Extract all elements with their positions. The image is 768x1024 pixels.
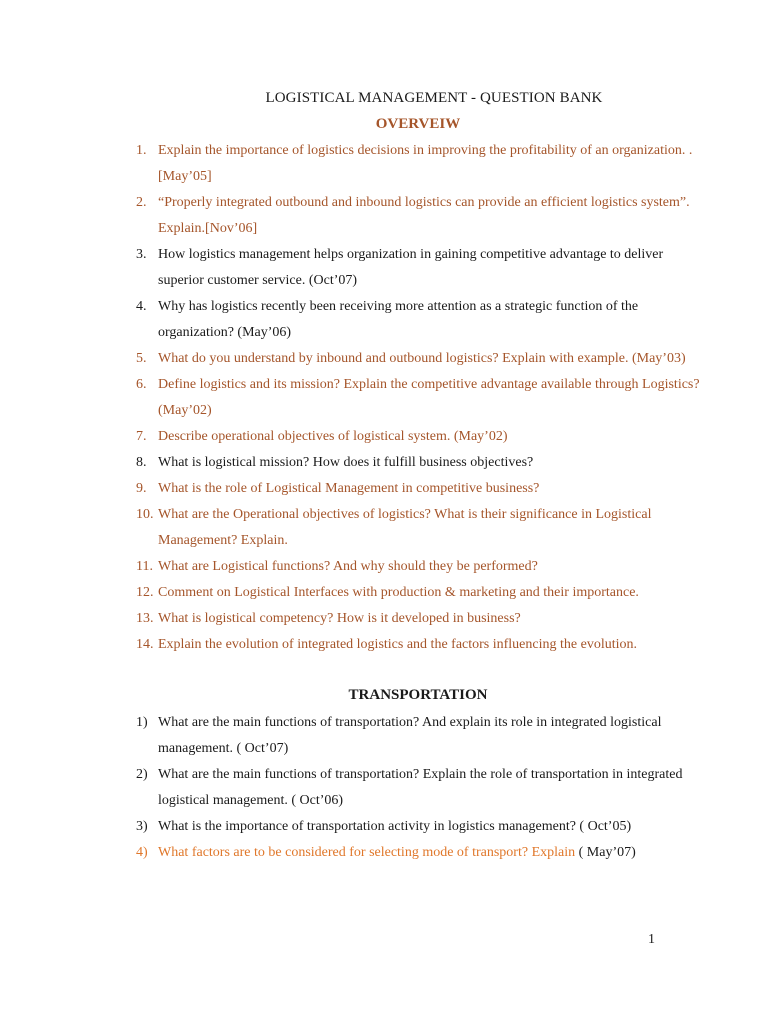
question-number: 3.: [136, 247, 147, 262]
question-list-overview: [0, 138, 768, 658]
question-number: 10.: [136, 507, 154, 522]
question-item: [0, 372, 768, 424]
question-body: What is logistical competency? How is it developed in business?: [158, 611, 521, 626]
question-text: [158, 242, 710, 294]
question-item: [0, 710, 768, 762]
question-body: What are Logistical functions? And why should they be performed?: [158, 559, 538, 574]
question-item: [0, 346, 768, 372]
question-number: 9.: [136, 481, 147, 496]
question-item: [0, 762, 768, 814]
section-heading-overview: OVERVEIW: [375, 116, 461, 132]
question-number: 6.: [136, 377, 147, 392]
question-body: What do you understand by inbound and outbound logistics? Explain with example. (May’03): [158, 351, 686, 366]
question-number: 12.: [136, 585, 154, 600]
question-body: “Properly integrated outbound and inbound logistics can provide an efficient logistics system”. Explain.[Nov’06]: [158, 195, 690, 236]
question-number: 2): [136, 767, 148, 782]
question-text: [158, 606, 710, 632]
question-body: Define logistics and its mission? Explain the competitive advantage available through Logistics? (May’02): [158, 377, 700, 418]
question-item: [0, 580, 768, 606]
question-number: 1): [136, 715, 148, 730]
question-text: [158, 294, 710, 346]
question-text: [158, 190, 710, 242]
question-body: What are the main functions of transportation? Explain the role of transportation in integrated logistical management. ( Oct’06): [158, 767, 683, 808]
document-title: LOGISTICAL MANAGEMENT - QUESTION BANK: [265, 90, 603, 106]
question-text: [158, 554, 710, 580]
section-heading-transportation: TRANSPORTATION: [348, 687, 488, 703]
question-body: How logistics management helps organization in gaining competitive advantage to deliver superior customer service. (Oct’07): [158, 247, 664, 288]
question-text: [158, 424, 710, 450]
question-body: Comment on Logistical Interfaces with production & marketing and their importance.: [158, 585, 639, 600]
question-body: Explain the evolution of integrated logistics and the factors influencing the evolution.: [158, 637, 637, 652]
question-body: Explain the importance of logistics decisions in improving the profitability of an organization. .[May’05]: [158, 143, 693, 184]
question-body: Describe operational objectives of logistical system. (May’02): [158, 429, 508, 444]
question-number: 8.: [136, 455, 147, 470]
question-item: [0, 632, 768, 658]
question-text: [158, 840, 710, 866]
question-item: [0, 294, 768, 346]
question-number: 5.: [136, 351, 147, 366]
question-number: 3): [136, 819, 148, 834]
question-number: 13.: [136, 611, 154, 626]
question-item: [0, 554, 768, 580]
question-number: 11.: [136, 559, 153, 574]
question-number: 2.: [136, 195, 147, 210]
question-number: 1.: [136, 143, 147, 158]
question-item: [0, 450, 768, 476]
question-body: What factors are to be considered for selecting mode of transport? Explain: [158, 845, 576, 860]
question-text: [158, 502, 710, 554]
question-text: [158, 580, 710, 606]
question-text: [158, 138, 710, 190]
page-number: 1: [648, 932, 655, 947]
question-body: What are the Operational objectives of logistics? What is their significance in Logistical Management? Explain.: [158, 507, 652, 548]
question-text: [158, 372, 710, 424]
question-item: [0, 242, 768, 294]
question-text: [158, 476, 710, 502]
question-body: What is logistical mission? How does it fulfill business objectives?: [158, 455, 534, 470]
question-item: [0, 502, 768, 554]
question-text: [158, 450, 710, 476]
question-item: [0, 814, 768, 840]
question-number: 4): [136, 845, 148, 860]
question-number: 4.: [136, 299, 147, 314]
question-item: [0, 138, 768, 190]
question-item: [0, 476, 768, 502]
question-number: 7.: [136, 429, 147, 444]
question-item: [0, 606, 768, 632]
question-list-transportation: [0, 710, 768, 866]
question-text: [158, 814, 710, 840]
question-item: [0, 840, 768, 866]
question-number: 14.: [136, 637, 154, 652]
question-body: What is the role of Logistical Management in competitive business?: [158, 481, 540, 496]
question-text: [158, 346, 710, 372]
question-body: Why has logistics recently been receiving more attention as a strategic function of the organization? (May’06): [158, 299, 639, 340]
question-item: [0, 424, 768, 450]
question-date: ( May’07): [578, 845, 636, 860]
question-body: What are the main functions of transportation? And explain its role in integrated logistical management. ( Oct’07): [158, 715, 662, 756]
question-text: [158, 762, 710, 814]
question-text: [158, 710, 710, 762]
question-item: [0, 190, 768, 242]
question-text: [158, 632, 710, 658]
question-body: What is the importance of transportation activity in logistics management? ( Oct’05): [158, 819, 632, 834]
